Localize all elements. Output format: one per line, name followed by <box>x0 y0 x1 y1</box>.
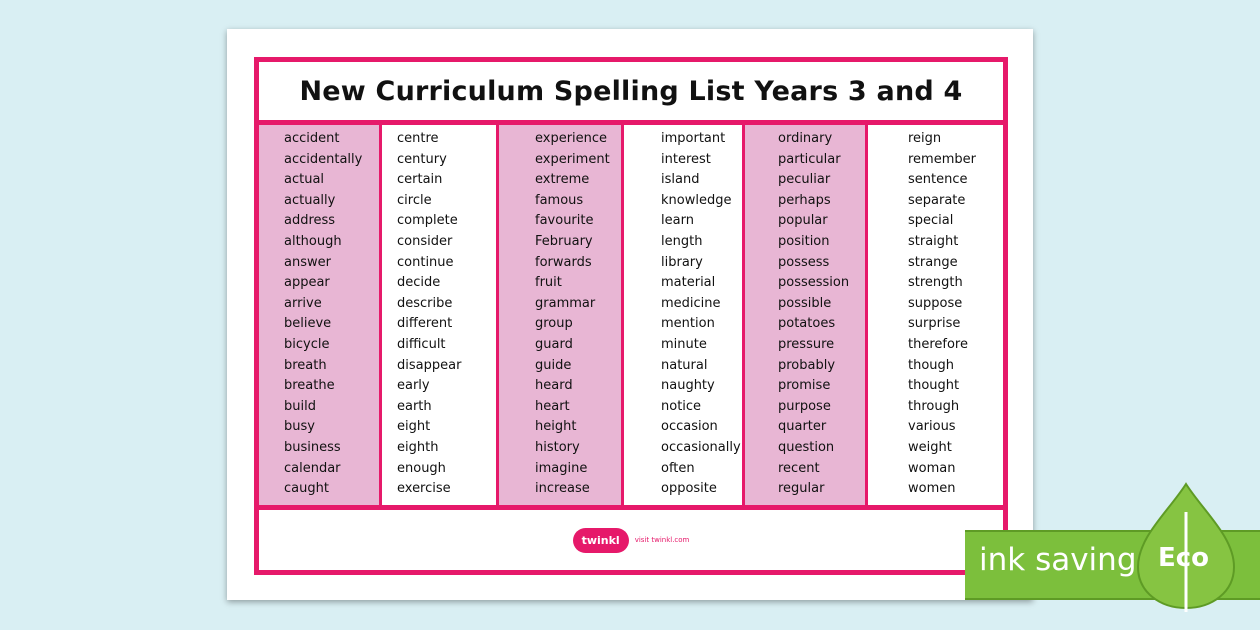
spelling-word: history <box>535 439 580 455</box>
twinkl-logo <box>573 528 690 553</box>
spelling-word: question <box>778 439 835 455</box>
spelling-word: accident <box>284 131 340 146</box>
spelling-word: quarter <box>778 419 827 435</box>
word-column-4 <box>621 125 745 505</box>
spelling-word: eight <box>397 419 431 435</box>
spelling-word: through <box>908 398 960 414</box>
spelling-word: answer <box>284 254 331 270</box>
spelling-word: actual <box>284 172 325 188</box>
spelling-word: important <box>661 131 726 146</box>
spelling-word: women <box>908 481 956 497</box>
spelling-word: disappear <box>397 357 462 373</box>
footer <box>259 510 1003 570</box>
eco-label: Eco <box>1158 543 1210 573</box>
spelling-word: address <box>284 213 336 229</box>
spelling-word: describe <box>397 295 453 311</box>
spelling-word: material <box>661 275 716 291</box>
spelling-word: pressure <box>778 336 835 352</box>
spelling-word: separate <box>908 192 966 208</box>
spelling-word: strength <box>908 275 963 291</box>
spelling-word: guard <box>535 336 573 352</box>
spelling-word: build <box>284 398 316 414</box>
spelling-word: various <box>908 419 956 435</box>
logo-text: twinkl <box>573 528 629 553</box>
spelling-word: surprise <box>908 316 961 332</box>
spelling-word: peculiar <box>778 172 831 188</box>
page-title: New Curriculum Spelling List Years 3 and 4 <box>299 75 963 107</box>
logo-url: visit twinkl.com <box>634 536 690 544</box>
spelling-word: possible <box>778 295 832 311</box>
spelling-word: position <box>778 233 830 249</box>
spelling-word: appear <box>284 275 330 291</box>
spelling-word: perhaps <box>778 192 831 208</box>
word-grid <box>259 125 1003 510</box>
word-column-5 <box>745 125 865 505</box>
spelling-word: ordinary <box>778 131 833 146</box>
spelling-word: favourite <box>535 213 594 229</box>
spelling-word: believe <box>284 316 332 332</box>
spelling-word: extreme <box>535 172 590 188</box>
spelling-word: grammar <box>535 295 596 311</box>
spelling-word: often <box>661 460 695 476</box>
spelling-word: increase <box>535 481 590 497</box>
spelling-word: early <box>397 378 430 394</box>
spelling-word: opposite <box>661 481 717 497</box>
spelling-word: fruit <box>535 275 562 291</box>
spelling-word: heard <box>535 378 573 394</box>
spelling-word: suppose <box>908 295 963 311</box>
word-column-2 <box>379 125 499 505</box>
spelling-word: centre <box>397 131 439 146</box>
spelling-word: arrive <box>284 295 322 311</box>
spelling-word: earth <box>397 398 432 414</box>
spelling-word: accidentally <box>284 151 363 167</box>
spelling-word: experiment <box>535 151 610 167</box>
spelling-word: weight <box>908 439 952 455</box>
spelling-word: decide <box>397 275 441 291</box>
spelling-word: therefore <box>908 336 968 352</box>
spelling-word: straight <box>908 233 959 249</box>
worksheet-frame <box>254 57 1008 575</box>
word-column-6 <box>865 125 985 505</box>
title-bar <box>259 62 1003 125</box>
spelling-word: heart <box>535 398 570 414</box>
spelling-word: century <box>397 151 447 167</box>
spelling-word: sentence <box>908 172 968 188</box>
spelling-word: consider <box>397 233 453 249</box>
spelling-word: strange <box>908 254 958 270</box>
spelling-word: minute <box>661 336 707 352</box>
spelling-word: group <box>535 316 573 332</box>
spelling-word: island <box>661 172 700 188</box>
word-column-1 <box>259 125 379 505</box>
spelling-word: complete <box>397 213 458 229</box>
spelling-word: natural <box>661 357 708 373</box>
spelling-word: actually <box>284 192 336 208</box>
spelling-word: caught <box>284 481 329 497</box>
spelling-word: popular <box>778 213 828 229</box>
spelling-word: height <box>535 419 577 435</box>
spelling-word: occasionally <box>661 439 741 455</box>
spelling-word: reign <box>908 131 942 146</box>
spelling-word: naughty <box>661 378 715 394</box>
spelling-word: remember <box>908 151 976 167</box>
spelling-word: possess <box>778 254 830 270</box>
spelling-word: recent <box>778 460 820 476</box>
spelling-word: certain <box>397 172 443 188</box>
spelling-word: enough <box>397 460 446 476</box>
spelling-word: February <box>535 233 593 249</box>
spelling-word: although <box>284 233 342 249</box>
spelling-word: calendar <box>284 460 341 476</box>
spelling-word: regular <box>778 481 825 497</box>
spelling-word: breathe <box>284 378 335 394</box>
word-column-3 <box>499 125 621 505</box>
spelling-word: learn <box>661 213 694 229</box>
spelling-word: imagine <box>535 460 588 476</box>
spelling-word: mention <box>661 316 715 332</box>
spelling-word: experience <box>535 131 608 146</box>
worksheet <box>227 29 1033 600</box>
spelling-word: library <box>661 254 703 270</box>
spelling-word: bicycle <box>284 336 330 352</box>
spelling-word: occasion <box>661 419 718 435</box>
spelling-word: famous <box>535 192 584 208</box>
spelling-word: forwards <box>535 254 592 270</box>
spelling-word: notice <box>661 398 702 414</box>
spelling-word: eighth <box>397 439 439 455</box>
spelling-word: special <box>908 213 954 229</box>
spelling-word: breath <box>284 357 327 373</box>
spelling-word: interest <box>661 151 711 167</box>
spelling-word: promise <box>778 378 831 394</box>
spelling-word: busy <box>284 419 315 435</box>
spelling-word: probably <box>778 357 836 373</box>
spelling-word: possession <box>778 275 850 291</box>
spelling-word: circle <box>397 192 432 208</box>
spelling-word: particular <box>778 151 841 167</box>
spelling-word: knowledge <box>661 192 732 208</box>
spelling-word: different <box>397 316 453 332</box>
spelling-word: thought <box>908 378 960 394</box>
eco-banner-text: ink saving <box>979 542 1137 578</box>
spelling-word: length <box>661 233 703 249</box>
spelling-word: potatoes <box>778 316 836 332</box>
spelling-word: guide <box>535 357 572 373</box>
spelling-word: medicine <box>661 295 721 311</box>
spelling-word: purpose <box>778 398 831 414</box>
spelling-word: though <box>908 357 955 373</box>
spelling-word: woman <box>908 460 956 476</box>
spelling-word: exercise <box>397 481 451 497</box>
spelling-word: difficult <box>397 336 446 352</box>
spelling-word: continue <box>397 254 454 270</box>
spelling-word: business <box>284 439 341 455</box>
